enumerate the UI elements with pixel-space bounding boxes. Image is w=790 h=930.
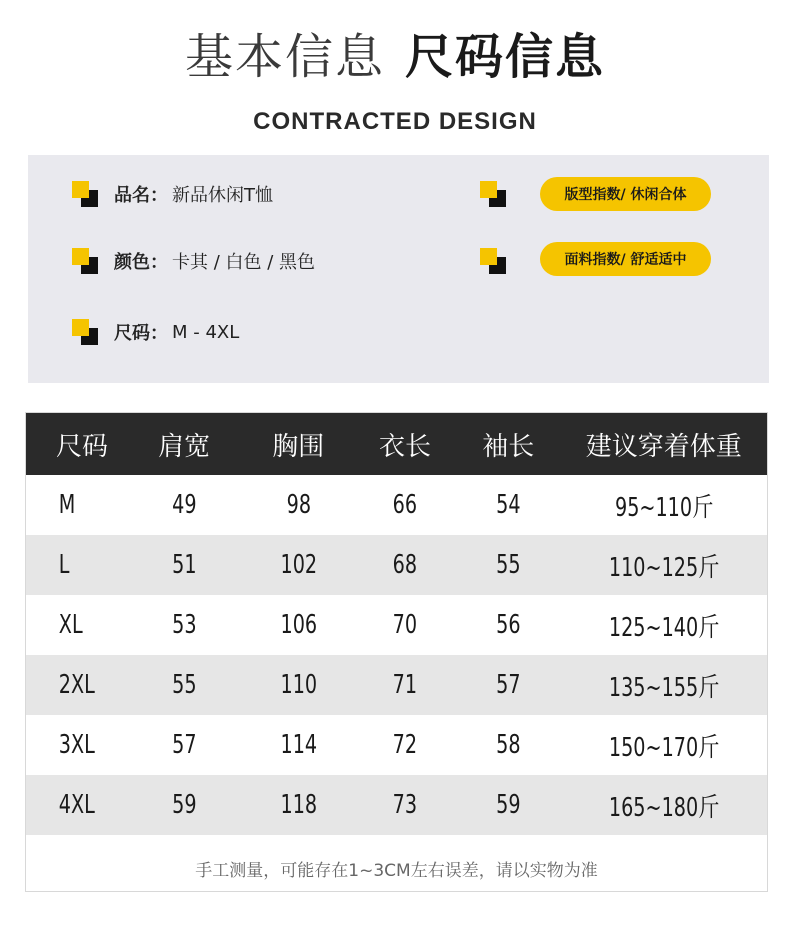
table-cell: 53 bbox=[171, 610, 197, 640]
table-cell: 57 bbox=[171, 730, 197, 760]
fit-index-bullet bbox=[480, 181, 522, 207]
size-table bbox=[25, 412, 768, 892]
table-cell: 95~110斤 bbox=[614, 492, 713, 523]
info-value: 新品休闲T恤 bbox=[172, 185, 273, 206]
table-cell: 59 bbox=[171, 790, 197, 820]
table-cell: 72 bbox=[392, 730, 418, 760]
table-cell: 2XL bbox=[58, 670, 95, 700]
table-cell: 106 bbox=[280, 610, 317, 640]
table-cell: 165~180斤 bbox=[608, 792, 720, 823]
bullet-square-icon bbox=[72, 181, 98, 207]
info-item-color bbox=[72, 248, 315, 274]
column-header: 尺码 bbox=[56, 431, 109, 462]
table-cell: 56 bbox=[496, 610, 521, 640]
column-header: 胸围 bbox=[272, 431, 325, 462]
info-panel bbox=[28, 155, 769, 383]
fit-index-badge: 版型指数/ 休闲合体 bbox=[540, 177, 711, 211]
info-item-name bbox=[72, 181, 273, 207]
table-cell: L bbox=[58, 550, 70, 580]
info-value: 卡其 / 白色 / 黑色 bbox=[172, 252, 316, 273]
bullet-square-icon bbox=[72, 319, 98, 345]
table-cell: 135~155斤 bbox=[608, 672, 720, 703]
table-header bbox=[26, 413, 767, 475]
page-subtitle: CONTRACTED DESIGN bbox=[253, 108, 537, 135]
bullet-square-icon bbox=[480, 248, 506, 274]
table-cell: 118 bbox=[280, 790, 317, 820]
info-label: 尺码： bbox=[114, 323, 168, 344]
table-cell: 3XL bbox=[58, 730, 95, 760]
table-row bbox=[26, 655, 767, 715]
table-row bbox=[26, 535, 767, 595]
table-row bbox=[26, 475, 767, 535]
info-value: M - 4XL bbox=[172, 321, 240, 343]
table-cell: 73 bbox=[392, 790, 418, 820]
table-row bbox=[26, 775, 767, 835]
table-cell: 68 bbox=[392, 550, 418, 580]
bullet-square-icon bbox=[72, 248, 98, 274]
fabric-index-badge: 面料指数/ 舒适适中 bbox=[540, 242, 711, 276]
table-cell: 110~125斤 bbox=[608, 552, 720, 583]
info-label: 品名： bbox=[114, 185, 168, 206]
table-cell: 114 bbox=[280, 730, 317, 760]
table-cell: 125~140斤 bbox=[608, 612, 720, 643]
bullet-square-icon bbox=[480, 181, 506, 207]
table-cell: 55 bbox=[171, 670, 197, 700]
table-row bbox=[26, 595, 767, 655]
table-cell: 66 bbox=[392, 490, 418, 520]
table-cell: 71 bbox=[392, 670, 418, 700]
title-basic-info: 基本信息 bbox=[184, 29, 385, 85]
table-cell: 150~170斤 bbox=[608, 732, 720, 763]
column-header: 肩宽 bbox=[158, 431, 211, 462]
table-cell: 57 bbox=[496, 670, 521, 700]
table-cell: 70 bbox=[392, 610, 418, 640]
info-item-size bbox=[72, 319, 239, 345]
table-cell: 49 bbox=[171, 490, 197, 520]
table-cell: 59 bbox=[496, 790, 521, 820]
column-header: 建议穿着体重 bbox=[585, 431, 742, 462]
info-label: 颜色： bbox=[114, 252, 168, 273]
fabric-index-bullet bbox=[480, 248, 522, 274]
table-cell: 58 bbox=[496, 730, 521, 760]
table-cell: 4XL bbox=[58, 790, 95, 820]
table-cell: 98 bbox=[286, 490, 311, 520]
column-header: 袖长 bbox=[482, 431, 535, 462]
table-cell: M bbox=[58, 490, 76, 520]
table-cell: 102 bbox=[280, 550, 317, 580]
page-title bbox=[0, 22, 790, 92]
title-size-info: 尺码信息 bbox=[405, 29, 606, 85]
measurement-note: 手工测量，可能存在1~3CM左右误差，请以实物为准 bbox=[195, 861, 598, 881]
table-cell: 110 bbox=[280, 670, 317, 700]
table-cell: 51 bbox=[171, 550, 197, 580]
table-cell: 55 bbox=[496, 550, 521, 580]
table-row bbox=[26, 715, 767, 775]
table-cell: XL bbox=[58, 610, 83, 640]
column-header: 衣长 bbox=[379, 431, 432, 462]
table-cell: 54 bbox=[496, 490, 521, 520]
page-header bbox=[0, 22, 790, 92]
